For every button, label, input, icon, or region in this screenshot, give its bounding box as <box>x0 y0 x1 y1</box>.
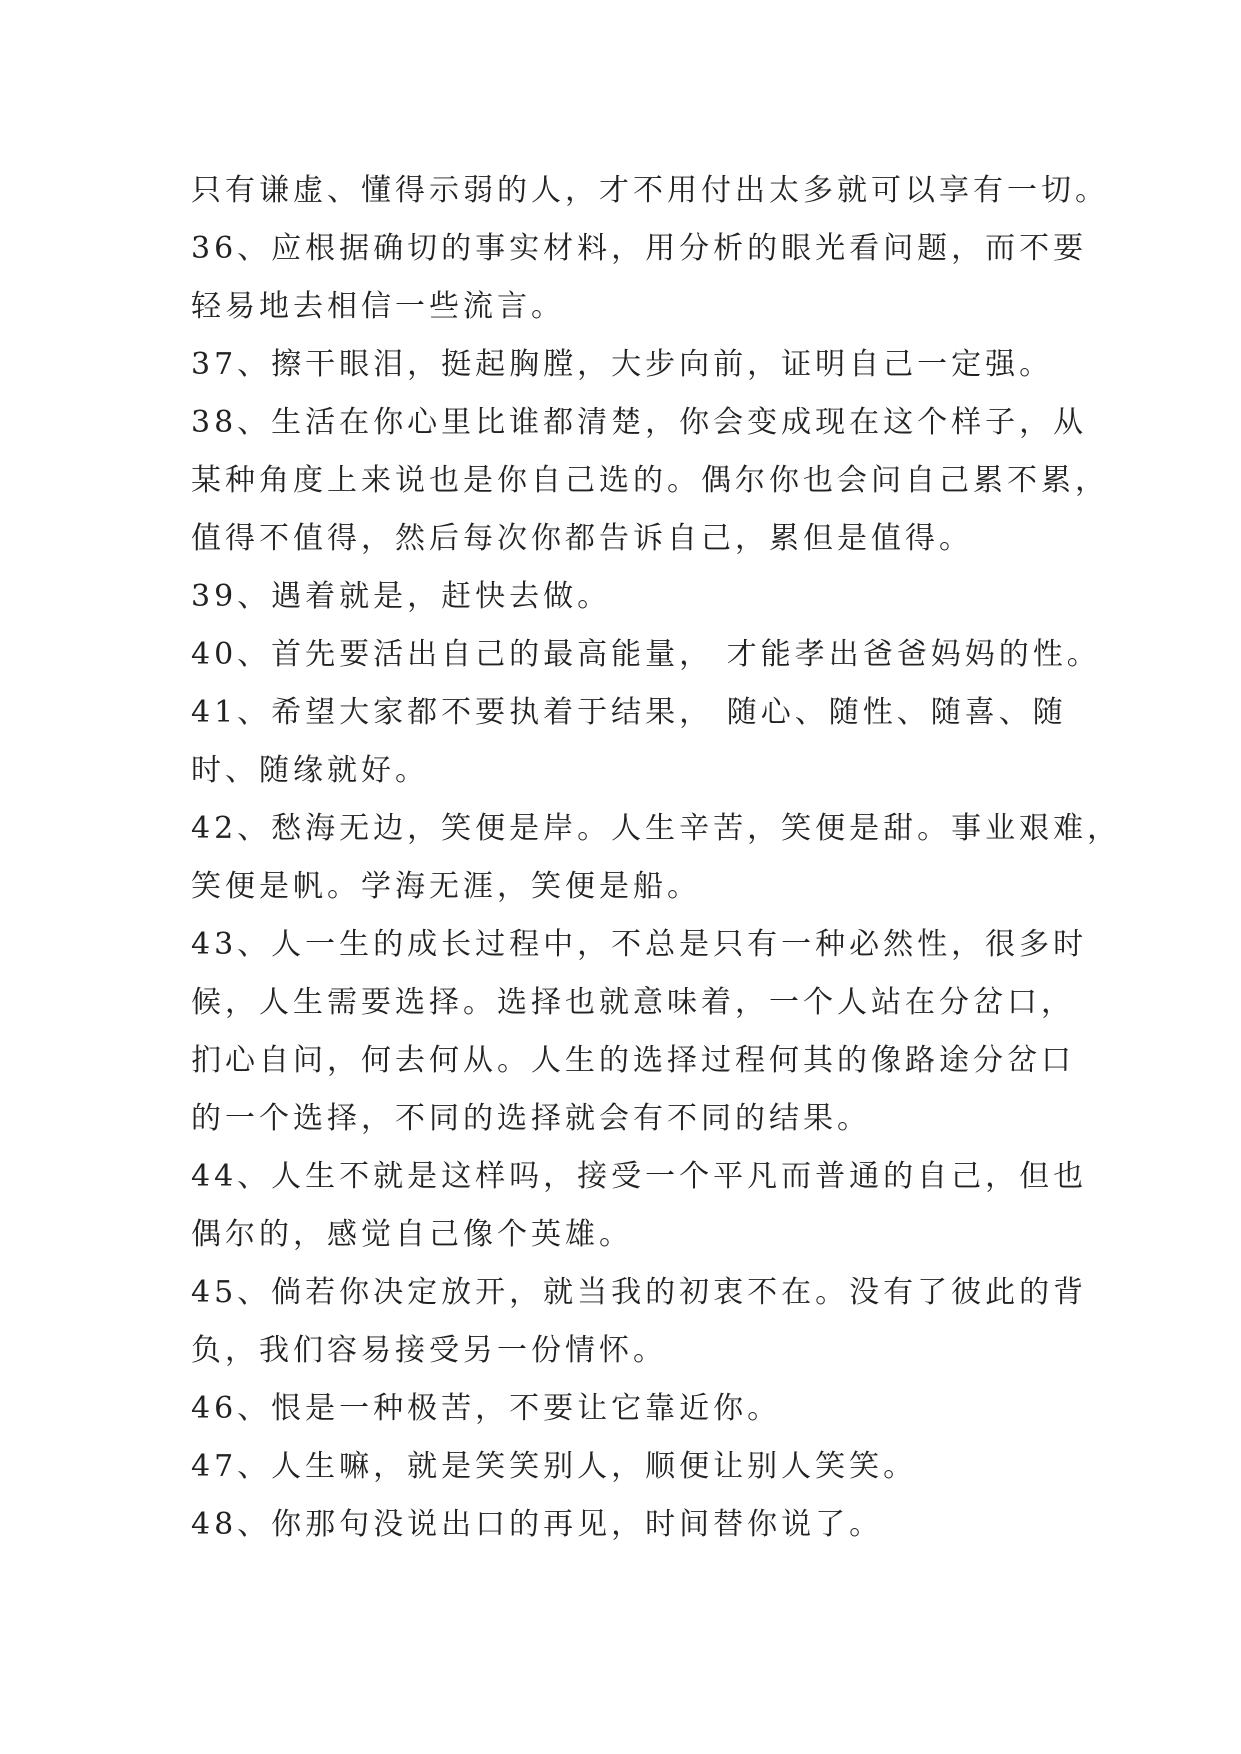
text-line: 38、生活在你心里比谁都清楚，你会变成现在这个样子，从 <box>191 405 1088 440</box>
text-line: 候，人生需要选择。选择也就意味着，一个人站在分岔口， <box>191 985 1075 1020</box>
text-line: 44、人生不就是这样吗，接受一个平凡而普通的自己，但也 <box>191 1159 1088 1194</box>
text-line: 某种角度上来说也是你自己选的。偶尔你也会问自己累不累， <box>191 463 1109 498</box>
text-line: 轻易地去相信一些流言。 <box>191 289 565 324</box>
text-line: 37、擦干眼泪，挺起胸膛，大步向前，证明自己一定强。 <box>191 347 1054 382</box>
text-line: 46、恨是一种极苦，不要让它靠近你。 <box>191 1391 782 1426</box>
text-line: 负，我们容易接受另一份情怀。 <box>191 1333 667 1368</box>
text-line: 40、首先要活出自己的最高能量， 才能孝出爸爸妈妈的性。 <box>191 637 1101 672</box>
document-body <box>191 162 1122 1554</box>
text-line: 只有谦虚、懂得示弱的人，才不用付出太多就可以享有一切。 <box>191 173 1109 208</box>
text-line: 43、人一生的成长过程中，不总是只有一种必然性，很多时 <box>191 927 1088 962</box>
text-line: 39、遇着就是，赶快去做。 <box>191 579 612 614</box>
text-line: 偶尔的，感觉自己像个英雄。 <box>191 1217 633 1252</box>
text-line: 时、随缘就好。 <box>191 753 429 788</box>
text-line: 41、希望大家都不要执着于结果， 随心、随性、随喜、随 <box>191 695 1067 730</box>
text-line: 扪心自问，何去何从。人生的选择过程何其的像路途分岔口 <box>191 1043 1075 1078</box>
text-line: 的一个选择，不同的选择就会有不同的结果。 <box>191 1101 871 1136</box>
text-line: 笑便是帆。学海无涯，笑便是船。 <box>191 869 701 904</box>
text-line: 45、倘若你决定放开，就当我的初衷不在。没有了彼此的背 <box>191 1275 1088 1310</box>
text-line: 值得不值得，然后每次你都告诉自己，累但是值得。 <box>191 521 973 556</box>
text-line: 47、人生嘛，就是笑笑别人，顺便让别人笑笑。 <box>191 1449 918 1484</box>
text-line: 36、应根据确切的事实材料，用分析的眼光看问题，而不要 <box>191 231 1088 266</box>
text-line: 42、愁海无边，笑便是岸。人生辛苦，笑便是甜。事业艰难， <box>191 811 1122 846</box>
text-line: 48、你那句没说出口的再见，时间替你说了。 <box>191 1507 884 1542</box>
